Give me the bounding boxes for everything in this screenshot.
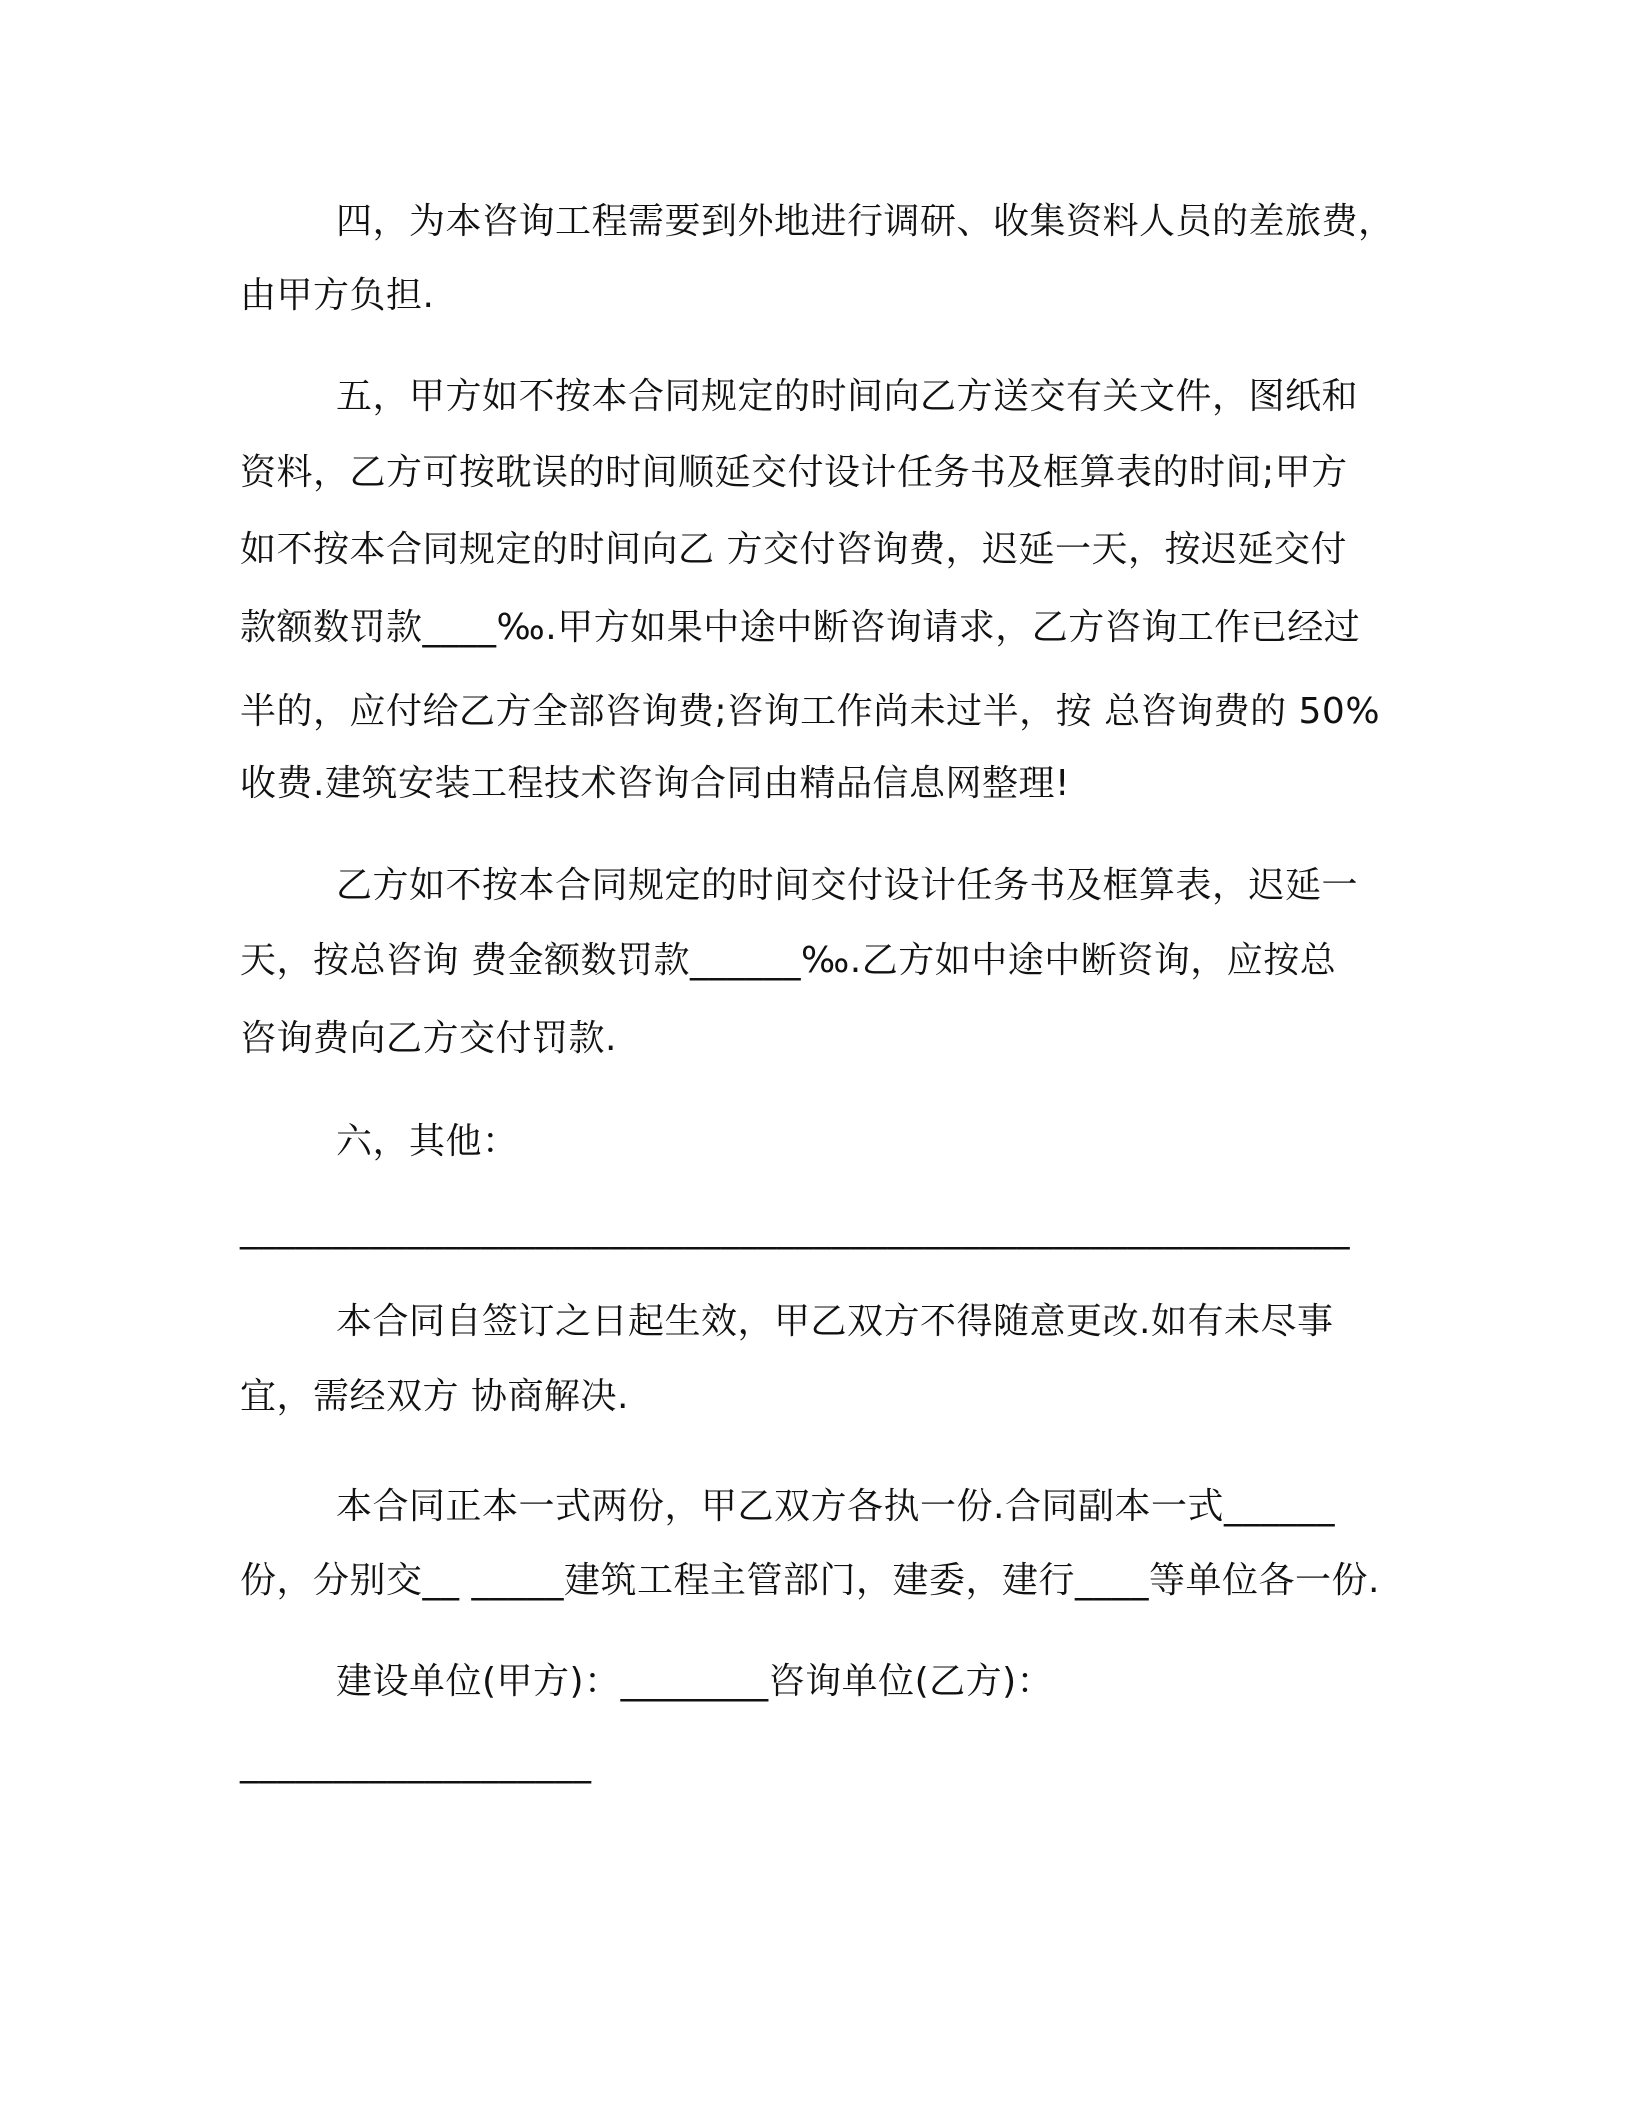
section-5-line-2: 资料，乙方可按耽误的时间顺延交付设计任务书及框算表的时间;甲方 bbox=[240, 452, 1348, 493]
section-5-line-1: 五，甲方如不按本合同规定的时间向乙方送交有关文件，图纸和 bbox=[336, 376, 1359, 417]
signature-line-2: ___________________ bbox=[240, 1743, 592, 1784]
section-6-heading: 六，其他： bbox=[336, 1121, 519, 1162]
penalty-paragraph-line-3: 咨询费向乙方交付罚款. bbox=[240, 1018, 617, 1059]
section-6-blank-line: ____________________________________________________________ bbox=[240, 1209, 1350, 1250]
effective-line-1: 本合同自签订之日起生效，甲乙双方不得随意更改.如有未尽事 bbox=[336, 1301, 1334, 1342]
copies-line-1: 本合同正本一式两份，甲乙双方各执一份.合同副本一式______ bbox=[336, 1486, 1335, 1527]
effective-line-2: 宜，需经双方 协商解决. bbox=[240, 1376, 629, 1417]
section-5-line-4: 款额数罚款____‰.甲方如果中途中断咨询请求，乙方咨询工作已经过 bbox=[240, 607, 1361, 648]
section-4-line-1: 四，为本咨询工程需要到外地进行调研、收集资料人员的差旅费， bbox=[336, 201, 1395, 242]
signature-line-1: 建设单位(甲方)：________咨询单位(乙方)： bbox=[336, 1661, 1054, 1702]
section-5-line-6: 收费.建筑安装工程技术咨询合同由精品信息网整理! bbox=[240, 763, 1070, 804]
penalty-paragraph-line-2: 天，按总咨询 费金额数罚款______‰.乙方如中途中断资询，应按总 bbox=[240, 940, 1337, 981]
penalty-paragraph-line-1: 乙方如不按本合同规定的时间交付设计任务书及框算表，迟延一 bbox=[336, 865, 1359, 906]
copies-line-2: 份，分别交__ _____建筑工程主管部门，建委，建行____等单位各一份. bbox=[240, 1560, 1380, 1601]
section-5-line-5: 半的，应付给乙方全部咨询费;咨询工作尚未过半，按 总咨询费的 50% bbox=[240, 691, 1381, 732]
section-5-line-3: 如不按本合同规定的时间向乙 方交付咨询费，迟延一天，按迟延交付 bbox=[240, 529, 1347, 570]
section-4-line-2: 由甲方负担. bbox=[240, 275, 435, 316]
